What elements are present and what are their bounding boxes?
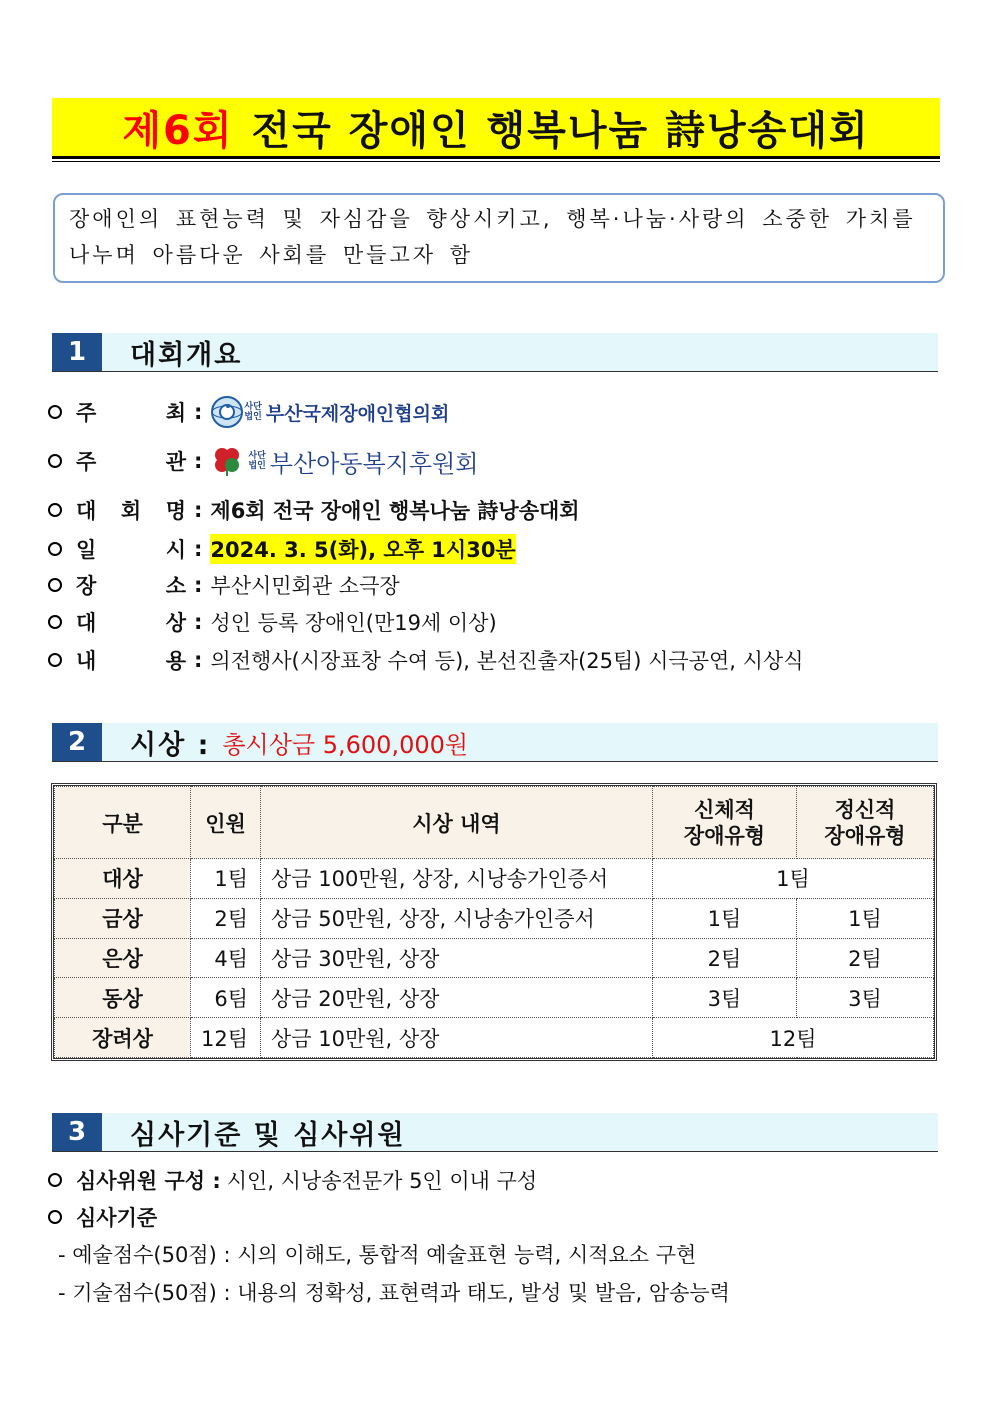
table-header: 정신적 장애유형 bbox=[797, 787, 934, 859]
table-row: 은상 4팀 상금 30만원, 상장 2팀 2팀 bbox=[55, 938, 934, 978]
section-2-header bbox=[52, 723, 938, 762]
target-row: 대 상 : 성인 등록 장애인(만19세 이상) bbox=[48, 606, 497, 638]
table-row: 동상 6팀 상금 20만원, 상장 3팀 3팀 bbox=[55, 978, 934, 1018]
circle-bullet-icon bbox=[48, 503, 62, 517]
criteria-row bbox=[48, 1201, 157, 1233]
judges-row bbox=[48, 1164, 537, 1196]
table-header: 구분 bbox=[55, 787, 191, 859]
circle-bullet-icon bbox=[48, 1210, 62, 1224]
circle-bullet-icon bbox=[48, 578, 62, 592]
circle-bullet-icon bbox=[48, 454, 62, 468]
organizer-logo bbox=[210, 444, 478, 479]
judges-value: 시인, 시낭송전문가 5인 이내 구성 bbox=[226, 1169, 538, 1193]
table-header: 신체적 장애유형 bbox=[653, 787, 797, 859]
datetime-value: 2024. 3. 5(화), 오후 1시30분 bbox=[210, 534, 515, 564]
section-1-header bbox=[52, 333, 938, 372]
section-3-header bbox=[52, 1113, 938, 1152]
table-row: 장려상 12팀 상금 10만원, 상장 12팀 bbox=[55, 1018, 934, 1058]
circle-bullet-icon bbox=[48, 405, 62, 419]
section-number: 1 bbox=[52, 333, 102, 371]
table-header-row bbox=[55, 787, 934, 859]
page-title bbox=[52, 98, 940, 156]
section-number: 3 bbox=[52, 1113, 102, 1151]
event-name-value: 제6회 전국 장애인 행복나눔 詩낭송대회 bbox=[210, 499, 580, 523]
table-header: 시상 내역 bbox=[261, 787, 653, 859]
title-divider bbox=[52, 156, 940, 159]
field-label: 대 상 bbox=[76, 611, 186, 635]
circle-bullet-icon bbox=[48, 653, 62, 667]
field-label: 대 회 명 bbox=[76, 499, 186, 523]
criteria-item: - 예술점수(50점) : 시의 이해도, 통합적 예술표현 능력, 시적요소 구현 bbox=[58, 1243, 697, 1267]
content-value: 의전행사(시장표창 수여 등), 본선진출자(25팀) 시극공연, 시상식 bbox=[210, 649, 804, 673]
organizer-row: 주 관 : 사단 법인 부산아동복지후원회 bbox=[48, 443, 478, 479]
place-value: 부산시민회관 소극장 bbox=[210, 574, 400, 598]
place-row: 장 소 : 부산시민회관 소극장 bbox=[48, 569, 400, 601]
section-number: 2 bbox=[52, 723, 102, 761]
section-title: 시상 : 총시상금 5,600,000원 bbox=[130, 723, 468, 761]
criteria-item: - 기술점수(50점) : 내용의 정확성, 표현력과 태도, 발성 및 발음, 암송능력 bbox=[58, 1281, 730, 1305]
field-label: 주 관 bbox=[76, 450, 186, 474]
table-row: 금상 2팀 상금 50만원, 상장, 시낭송가인증서 1팀 1팀 bbox=[55, 898, 934, 938]
section-title: 심사기준 및 심사위원 bbox=[130, 1119, 406, 1151]
circle-bullet-icon bbox=[48, 615, 62, 629]
target-value: 성인 등록 장애인(만19세 이상) bbox=[210, 611, 497, 635]
circle-bullet-icon bbox=[48, 1173, 62, 1187]
host-logo bbox=[210, 395, 449, 429]
award-table bbox=[51, 783, 937, 1061]
title-divider-thin bbox=[52, 161, 940, 162]
field-label: 내 용 bbox=[76, 649, 186, 673]
judges-label: 심사위원 구성 : bbox=[76, 1169, 221, 1193]
clover-icon bbox=[210, 444, 244, 478]
field-label: 일 시 bbox=[76, 538, 186, 562]
content-row: 내 용 : 의전행사(시장표창 수여 등), 본선진출자(25팀) 시극공연, 시상식 bbox=[48, 644, 804, 676]
organizer-org-name: 부산아동복지후원회 bbox=[269, 449, 479, 478]
title-text: 전국 장애인 행복나눔 詩낭송대회 bbox=[251, 107, 870, 154]
field-label: 주 최 bbox=[76, 401, 186, 425]
purpose-box: 장애인의 표현능력 및 자심감을 향상시키고, 행복·나눔·사랑의 소중한 가치를 나누며 아름다운 사회를 만들고자 함 bbox=[53, 193, 945, 283]
host-row: 주 최 : 사단 법인 부산국제장애인협의회 bbox=[48, 394, 449, 430]
criteria-label: 심사기준 bbox=[76, 1206, 158, 1230]
wheelchair-globe-icon bbox=[210, 395, 244, 429]
host-org-name: 부산국제장애인협의회 bbox=[265, 402, 450, 425]
org-type-label: 사단 법인 bbox=[244, 402, 262, 422]
title-edition: 제6회 bbox=[122, 107, 234, 154]
field-label: 장 소 bbox=[76, 574, 186, 598]
org-type-label: 사단 법인 bbox=[248, 451, 266, 471]
total-prize: 총시상금 5,600,000원 bbox=[222, 730, 469, 759]
table-row: 대상 1팀 상금 100만원, 상장, 시낭송가인증서 1팀 bbox=[55, 859, 934, 899]
datetime-row: 일 시 : 2024. 3. 5(화), 오후 1시30분 bbox=[48, 533, 516, 565]
table-header: 인원 bbox=[191, 787, 261, 859]
section-title: 대회개요 bbox=[130, 339, 243, 371]
circle-bullet-icon bbox=[48, 542, 62, 556]
event-name-row: 대 회 명 : 제6회 전국 장애인 행복나눔 詩낭송대회 bbox=[48, 494, 580, 526]
